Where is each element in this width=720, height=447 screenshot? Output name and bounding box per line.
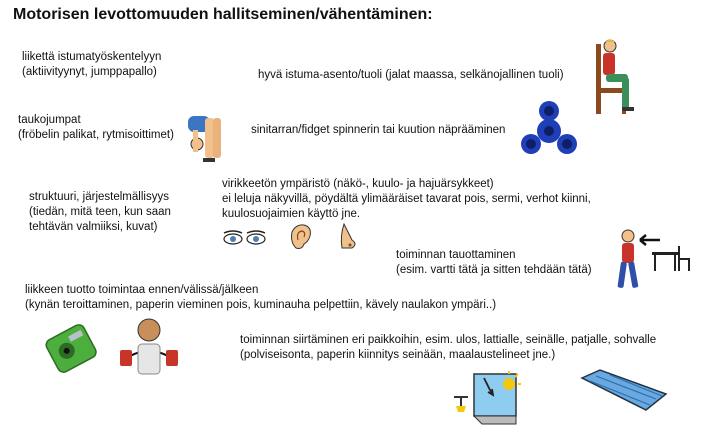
tip-line: tehtävän valmiiksi, kuvat) bbox=[29, 221, 158, 233]
tip-line: taukojumpat bbox=[18, 114, 81, 126]
tip-line: struktuuri, järjestelmällisyys bbox=[29, 191, 169, 203]
person-sitting-on-chair-icon bbox=[588, 38, 640, 118]
ear-icon bbox=[288, 222, 316, 252]
tip-line: hyvä istuma-asento/tuoli (jalat maassa, selkänojallinen tuoli) bbox=[258, 69, 564, 81]
tip-structure bbox=[29, 190, 171, 235]
fidget-spinner-icon bbox=[518, 100, 580, 162]
tip-line: (aktiivityynyt, jumppapallo) bbox=[22, 66, 157, 78]
sunny-window-icon bbox=[452, 370, 522, 428]
page-title: Motorisen levottomuuden hallitseminen/vähentäminen: bbox=[13, 6, 433, 23]
person-stretching-band-icon bbox=[118, 316, 180, 380]
tip-change-location bbox=[240, 333, 656, 363]
tip-line: (fröbelin palikat, rytmisoittimet) bbox=[18, 129, 174, 141]
nose-icon bbox=[336, 222, 364, 252]
tip-sitting-movement bbox=[22, 50, 161, 80]
person-walking-away-from-desk-icon bbox=[612, 228, 694, 296]
tip-fidget bbox=[251, 123, 505, 138]
tip-line: virikkeetön ympäristö (näkö-, kuulo- ja hajuärsykkeet) bbox=[222, 178, 494, 190]
tip-line: ei leluja näkyvillä, pöydältä ylimääräiset tavarat pois, sermi, verhot kiinni, bbox=[222, 193, 591, 205]
tip-line: (esim. vartti tätä ja sitten tehdään tätä) bbox=[396, 264, 592, 276]
person-bending-forward-icon bbox=[183, 104, 233, 166]
tip-line: toiminnan siirtäminen eri paikkoihin, esim. ulos, lattialle, seinälle, patjalle, sohvalle bbox=[240, 334, 657, 346]
tip-break-exercise bbox=[18, 113, 174, 143]
tip-posture bbox=[258, 68, 564, 83]
tip-line: kuulosuojaimien käyttö jne. bbox=[222, 208, 361, 220]
pencil-sharpener-icon bbox=[44, 318, 100, 378]
tip-line: sinitarran/fidget spinnerin tai kuution näprääminen bbox=[251, 124, 506, 136]
tip-environment bbox=[222, 177, 591, 222]
mattress-icon bbox=[576, 366, 670, 414]
eyes-icon bbox=[222, 230, 268, 246]
tip-line: (polviseisonta, paperin kiinnitys seinään, maalaustelineet jne.) bbox=[240, 349, 556, 361]
tip-pausing bbox=[396, 248, 592, 278]
tip-line: liikettä istumatyöskentelyyn bbox=[22, 51, 162, 63]
tip-movement-activity bbox=[25, 283, 496, 313]
tip-line: toiminnan tauottaminen bbox=[396, 249, 516, 261]
tip-line: liikkeen tuotto toimintaa ennen/välissä/jälkeen bbox=[25, 284, 259, 296]
tip-line: (kynän teroittaminen, paperin vieminen pois, kuminauha pelpettiin, kävely naulakon ympäri..) bbox=[25, 299, 497, 311]
tip-line: (tiedän, mitä teen, kun saan bbox=[29, 206, 171, 218]
